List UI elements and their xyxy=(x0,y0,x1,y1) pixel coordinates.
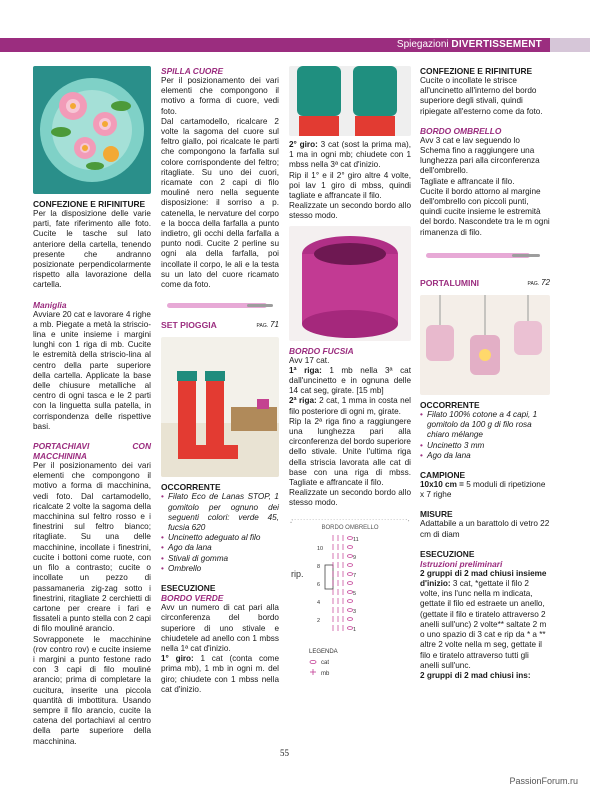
lanterns-photo xyxy=(420,295,550,395)
confezione-title: CONFEZIONE E RIFINITURE xyxy=(33,199,146,209)
crochet-hook-icon xyxy=(420,248,550,262)
list-item: • Filato Eco de Lanas STOP, 1 gomitolo per ognuno dei seguenti colori: verde 45, fucsia 620 xyxy=(161,492,279,533)
rip-2-text: Rip la 2ª riga fino a raggiungere una lunghezza pari alla circonferenza del bordo superiore dello stivale. Unite l'ultima riga della striscia lavorata alle cat di base con una riga di mbss. Tagliate e affrancate il filo. xyxy=(289,416,411,488)
ombrello-text: Avv 3 cat e lav seguendo lo Schema fino a raggiungere una lunghezza pari alla circonferenza dell'ombrello. xyxy=(420,135,540,176)
riga-2-label: 2ª riga: xyxy=(289,396,317,406)
crochet-hook-icon xyxy=(161,298,279,312)
occorrente-title-2: OCCORRENTE xyxy=(420,400,480,411)
occorrente-title: OCCORRENTE xyxy=(161,482,221,493)
page-number: 72 xyxy=(541,277,550,287)
header-section: DIVERTISSEMENT xyxy=(451,39,542,50)
set-pioggia-title: SET PIOGGIA xyxy=(161,320,217,331)
portachiavi-text-2: Sovrapponete le macchinine (rov contro rov) e cucite insieme i margini a punto festone rado con 3 capi di filo mouliné arancio; prima di completare la cucitura, inserite una piccola quantità di imbottitura. Usando sempre il filo arancio, cucite la catena del portachiavi al centro della parte superiore della macchinina. xyxy=(33,634,151,746)
flower-photo xyxy=(33,66,151,194)
section-header-bar xyxy=(0,38,550,52)
crochet-flower-image xyxy=(33,66,151,194)
watermark-text: PassionForum.ru xyxy=(509,776,578,786)
page-label: PAG. xyxy=(256,323,269,330)
page-number-footer: 55 xyxy=(280,748,289,758)
giro-2-text xyxy=(289,140,411,171)
set-pioggia-heading xyxy=(161,320,279,331)
header-cap xyxy=(550,38,590,52)
diagram-rip-label: rip. xyxy=(291,568,304,579)
column-4 xyxy=(420,66,550,681)
confezione-text-2: Cucite o incollate le strisce all'uncinetto all'interno del bordo superiore degli stivali, quindi ripiegate all'esterno come da foto. xyxy=(420,76,543,116)
fucsia-cuff-image xyxy=(289,226,411,341)
list-item: • Filato 100% cotone a 4 capi, 1 gomitolo da 100 g di filo rosa chiaro mélange xyxy=(420,410,550,441)
diagram-row-number: 9 xyxy=(353,554,357,561)
diagram-stitch-cat xyxy=(347,545,352,548)
ombrello-text-2: Tagliate e affrancate il filo. xyxy=(420,176,515,186)
header-prefix: Spiegazioni xyxy=(396,39,452,50)
diagram-stitch-cat xyxy=(347,536,352,539)
set-pioggia-page-ref xyxy=(257,320,279,331)
realizzate-2-text: Realizzate un secondo bordo allo stesso modo. xyxy=(289,488,411,508)
campione-title: CAMPIONE xyxy=(420,470,466,481)
list-item: • Ombrello xyxy=(161,564,279,574)
bordo-ombrello-title: BORDO OMBRELLO xyxy=(420,125,502,136)
bordo-fucsia-title: BORDO FUCSIA xyxy=(289,345,354,356)
esecuzione-title-2: ESECUZIONE xyxy=(420,548,475,559)
column-3 xyxy=(289,66,411,684)
diagram-rip-bracket xyxy=(325,565,333,589)
realizzate-text: Realizzate un secondo bordo allo stesso modo. xyxy=(289,201,411,221)
page-number: 71 xyxy=(270,320,279,330)
bordo-ombrello-diagram xyxy=(289,519,411,684)
riga-1-label: 1ª riga: xyxy=(289,365,322,375)
maniglia-title: Maniglia xyxy=(33,299,67,310)
maniglia-text: Avviare 20 cat e lavorare 4 righe a mb. Piegate a metà la striscio-lina e unite insieme i margini lunghi con 1 riga di mb. Cucite le estremità della striscio-lina al centro della parte superiore della cartella. Applicate la base delle chiusure metalliche al centro di ogni tasca e le 2 parti con la linguetta sulla patella, in corrispondenza delle rispettive basi. xyxy=(33,309,151,431)
portachiavi-text: Per il posizionamento dei vari elementi che compongono il motivo a forma di macchinina, vedi foto. Dal cartamodello, ricalcate 2 volte la sagoma della macchinina sul feltro rosso e i finestrini sul feltro bianco; ritagliate. Su una delle macchinine, incollate i finestrini, cucite i bottoni come ruote, con un filo a contrasto; cucite o incollate un pezzo di passamaneria zig-zag sotto i finestrini, ritagliate 2 cerchietti di cartone per creare i fari e fissateli a punto stella con 2 capi di filo mouliné arancio. xyxy=(33,461,151,634)
bordo-verde-text: Avv un numero di cat pari alla circonferenza del bordo superiore di uno stivale e chiudetele ad anello con 1 mbss nella 1ª cat d'inizio. xyxy=(161,603,279,653)
bordo-verde-title: BORDO VERDE xyxy=(161,593,224,604)
riga-1-text xyxy=(289,366,411,397)
gruppi-2-label: 2 gruppi di 2 mad chiusi ins: xyxy=(420,670,531,680)
lanterns-image xyxy=(420,295,550,395)
giro-1-text xyxy=(161,654,279,695)
portachiavi-title: PORTACHIAVI CON MACCHININA xyxy=(33,441,151,462)
confezione-title-2: CONFEZIONE E RIFINITURE xyxy=(420,66,533,76)
spilla-text: Per il posizionamento dei vari elementi che compongono il motivo a forma di cuore, vedi foto. xyxy=(161,76,279,116)
diagram-row-number: 10 xyxy=(317,545,324,552)
esecuzione-title: ESECUZIONE xyxy=(161,583,216,594)
column-1 xyxy=(33,66,151,747)
istruzioni-title: Istruzioni preliminari xyxy=(420,558,503,569)
list-item: • Uncinetto adeguato al filo xyxy=(161,533,279,543)
gruppi-label: 2 gruppi di 2 mad chiusi insieme d'inizio: xyxy=(420,568,547,589)
misure-title: MISURE xyxy=(420,509,453,520)
diagram-row-number: 3 xyxy=(353,608,357,615)
green-border-photo xyxy=(289,66,411,136)
diagram-stitch-cat xyxy=(347,590,352,593)
gruppi-body: 3 cat, *gettate il filo 2 volte, ins l'unc nella m indicata, gettate il filo ed estraete un anello, (gettate il filo e tiratelo attraverso 2 anelli sull'unc) 2 volte** saltate 2 m o uno spazio di 3 cat e rip da * a ** altre 2 volte nella m seg, gettate il filo e tiratelo attraverso tutti gli anelli sull'unc. xyxy=(420,579,547,670)
diagram-row-number: 7 xyxy=(353,572,357,579)
legend-cat-label: cat xyxy=(321,659,330,666)
list-item: • Ago da lana xyxy=(420,451,550,461)
diagram-stitch-cat xyxy=(347,563,352,566)
spilla-title: SPILLA CUORE xyxy=(161,66,224,76)
page-label: PAG. xyxy=(527,280,540,287)
portalumini-page-ref xyxy=(528,278,550,289)
giro-1-body: 1 cat (conta come prima mb), 1 mb in ogni m. del giro; chiudete con 1 mbss nella cat d'inizio. xyxy=(161,654,279,694)
column-2 xyxy=(161,66,279,695)
riga-2-body: 2 cat, 1 mma in costa nel filo posteriore di ogni m, girate. xyxy=(289,396,411,416)
list-item: • Uncinetto 3 mm xyxy=(420,441,550,451)
legend-cat-symbol xyxy=(310,660,316,663)
diagram-row-number: 11 xyxy=(353,536,359,543)
giro-2-label: 2° giro: xyxy=(289,140,318,149)
giro-2-body: 3 cat (sost la prima ma), 1 ma in ogni mb; chiudete con 1 mbss nella 3ª cat d'inizio. xyxy=(289,140,411,170)
gruppi-2-text xyxy=(420,671,550,681)
diagram-stitch-cat xyxy=(347,608,352,611)
campione-bold: 10x10 cm = xyxy=(420,480,467,490)
diagram-title: BORDO OMBRELLO xyxy=(321,524,379,531)
diagram-row-number: 6 xyxy=(317,581,321,588)
diagram-stitch-cat xyxy=(347,554,352,557)
misure-text: Adattabile a un barattolo di vetro 22 cm di diam xyxy=(420,519,550,539)
riga-2-text xyxy=(289,396,411,416)
portalumini-heading xyxy=(420,278,550,289)
rip-text: Rip il 1° e il 2° giro altre 4 volte, poi lav 1 giro di mbss, quindi tagliate e affrancate il filo. xyxy=(289,170,411,201)
confezione-text: Per la disposizione delle varie parti, fate riferimento alle foto. Cucite le tasche sul lato anteriore della cartella, tenendo presente che andranno posizionate perpendicolarmente rispetto alla lavorazione della cartella. xyxy=(33,209,151,290)
diagram-stitch-cat xyxy=(347,581,352,584)
diagram-stitch-cat xyxy=(347,572,352,575)
rain-boots-image xyxy=(161,337,279,477)
gruppi-text xyxy=(420,569,550,671)
giro-1-label: 1° giro: xyxy=(161,654,194,664)
diagram-stitch-cat xyxy=(347,599,352,602)
legend-mb-label: mb xyxy=(321,670,330,677)
legend-title: LEGENDA xyxy=(309,648,338,655)
ombrello-text-3: Cucite il bordo attorno al margine dell'ombrello con piccoli punti, quindi cucite insieme le estremità del bordo. Nascondete tra le m ogni rimanenza di filo. xyxy=(420,186,550,237)
fucsia-border-photo xyxy=(289,226,411,341)
diagram-stitch-cat xyxy=(347,617,352,620)
campione-text xyxy=(420,480,550,500)
boots-photo xyxy=(161,337,279,477)
fucsia-avv: Avv 17 cat. xyxy=(289,355,330,365)
section-header-title xyxy=(397,38,542,52)
portalumini-title: PORTALUMINI xyxy=(420,277,480,288)
green-boot-cuff-image xyxy=(289,66,411,136)
diagram-row-number: 5 xyxy=(353,590,357,597)
list-item: • Ago da lana xyxy=(161,543,279,553)
diagram-row-number: 4 xyxy=(317,599,321,606)
diagram-row-number: 1 xyxy=(353,626,357,633)
campione-body: 5 moduli di ripetizione x 7 righe xyxy=(420,480,546,500)
spilla-text-2: Dal cartamodello, ricalcare 2 volte la sagoma del cuore sul feltro giallo, poi ricalcate le parti che compongono la farfalla sul colore corrispondente del feltro; ritagliate. Su uno dei cuori, ricamate con 2 capi di filo mouliné nero nella seguente disposizione: il sorriso a p. catenella, le nervature del corpo e la bocca della farfalla a punto indietro, gli occhi della farfalla a punto nodi. Cucite 2 perline su ogni ala della farfalla, poi incollate il corpo, le ali e la testa su un lato del cuore ricamato come da foto. xyxy=(161,116,279,290)
occorrente-list-2 xyxy=(420,410,550,461)
list-item: • Stivali di gomma xyxy=(161,554,279,564)
occorrente-list xyxy=(161,492,279,574)
riga-1-body: 1 mb nella 3ª cat dall'uncinetto e in ognuna delle 14 cat seg, girate. [15 mb] xyxy=(289,365,412,396)
diagram-row-number: 2 xyxy=(317,617,321,624)
diagram-stitch-cat xyxy=(347,626,352,629)
diagram-row-number: 8 xyxy=(317,563,321,570)
